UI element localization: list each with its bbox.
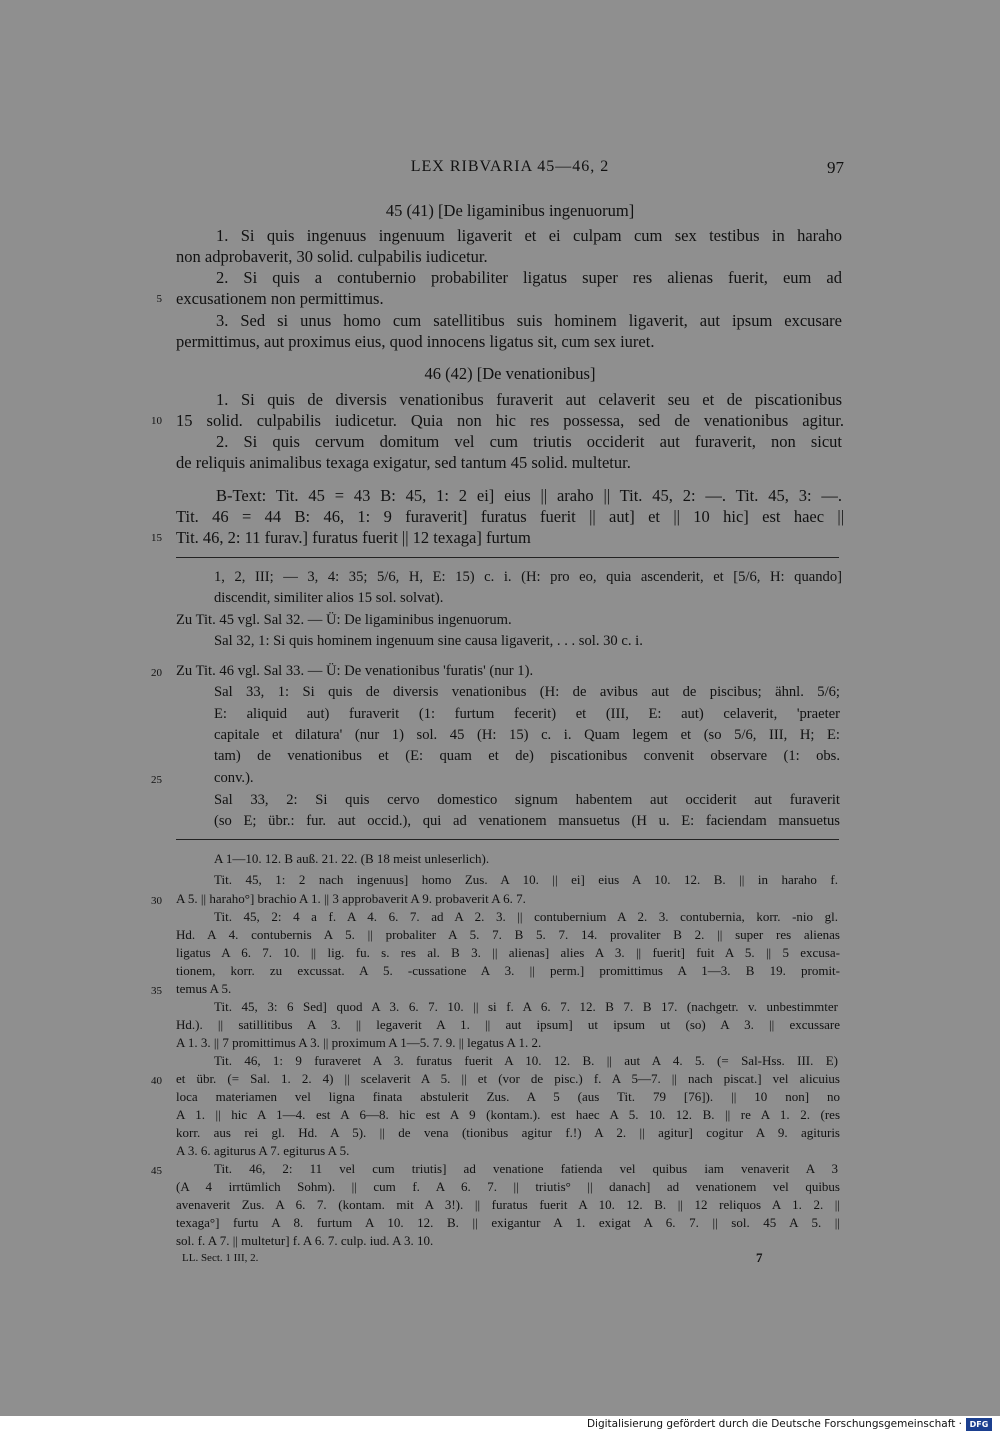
critical-line: ligatus A 6. 7. 10. || lig. fu. s. res al. B 3. || alienas] alies A 3. || fuerit] fuit A 5. || 5 excusa- bbox=[176, 945, 840, 960]
text-line: 2. Si quis a contubernio probabiliter ligatus super res alienas fuerit, eum ad bbox=[216, 268, 842, 287]
text-line: de reliquis animalibus texaga exigatur, sed tantum 45 solid. multetur. bbox=[176, 453, 631, 472]
b-text-line: Tit. 46, 2: 11 furav.] furatus fuerit || 12 texaga] furtum bbox=[176, 528, 531, 547]
critical-line: avenaverit Zus. A 6. 7. (kontam. mit A 3!). || furatus fuerit A 10. 12. B. || 12 reliquos A 1. 2. || bbox=[176, 1197, 840, 1212]
funding-footer bbox=[0, 1416, 1000, 1434]
critical-line: A 1. 3. || 7 promittimus A 3. || proximum A 1—5. 7. 9. || legatus A 1. 2. bbox=[176, 1035, 542, 1050]
text-line: 3. Sed si unus homo cum satellitibus suis hominem ligaverit, aut ipsum excusare bbox=[216, 311, 842, 330]
line-number: 15 bbox=[151, 532, 162, 544]
text-line: 15 solid. culpabilis iudicetur. Quia non hic res possessa, sed de venationibus agitur. bbox=[176, 411, 844, 430]
critical-line: tionem, korr. zu excussat. A 5. -cussatione A 3. || perm.] promittimus A 1—3. B 19. promit- bbox=[176, 963, 840, 978]
apparatus-line: (so E; übr.: fur. aut occid.), qui ad venationem mansuetus (H u. E: faciendam mansuetus bbox=[214, 813, 840, 829]
critical-line: korr. aus rei gl. Hd. A 5). || de vena (tionibus agitur f.!) A 2. || agitur] cogitur A 9. agituris bbox=[176, 1125, 840, 1140]
critical-line: A 1—10. 12. B auß. 21. 22. (B 18 meist unleserlich). bbox=[214, 851, 490, 866]
critical-line: A 3. 6. agiturus A 7. egiturus A 5. bbox=[176, 1143, 350, 1158]
b-text-line: B-Text: Tit. 45 = 43 B: 45, 1: 2 ei] eius || araho || Tit. 45, 2: —. Tit. 45, 3: —. bbox=[216, 486, 842, 505]
line-number: 20 bbox=[151, 667, 162, 679]
separator-rule bbox=[176, 839, 839, 840]
text-line: 1. Si quis de diversis venationibus furaverit aut celaverit seu et de piscationibus bbox=[216, 390, 842, 409]
separator-rule bbox=[176, 557, 839, 558]
line-number: 5 bbox=[156, 293, 162, 305]
critical-line: Tit. 46, 2: 11 vel cum triutis] ad venatione fatienda vel quibus iam venaverit A 3 bbox=[214, 1161, 838, 1176]
critical-line: Tit. 46, 1: 9 furaveret A 3. furatus fuerit A 10. 12. B. || aut A 4. 5. (= Sal-Hss. III. E) bbox=[214, 1053, 838, 1068]
text-line: 1. Si quis ingenuus ingenuum ligaverit et ei culpam cum sex testibus in haraho bbox=[216, 226, 842, 245]
text-line: permittimus, aut proximus eius, quod innocens ligatus sit, cum sex iuret. bbox=[176, 332, 655, 351]
apparatus-line: Zu Tit. 45 vgl. Sal 32. — Ü: De ligaminibus ingenuorum. bbox=[176, 612, 512, 628]
line-number: 45 bbox=[151, 1165, 162, 1177]
apparatus-line: Zu Tit. 46 vgl. Sal 33. — Ü: De venationibus 'furatis' (nur 1). bbox=[176, 663, 534, 679]
line-number: 35 bbox=[151, 985, 162, 997]
apparatus-line: Sal 33, 1: Si quis de diversis venationibus (H: de avibus aut de piscibus; ähnl. 5/6; bbox=[214, 684, 840, 700]
text-line: excusationem non permittimus. bbox=[176, 289, 384, 308]
critical-line: Hd.). || satillitibus A 3. || legaverit A 1. || aut ipsum] ut ipsum ut (so) A 3. || excussare bbox=[176, 1017, 840, 1032]
apparatus-line: 1, 2, III; — 3, 4: 35; 5/6, H, E: 15) c. i. (H: pro eo, quia ascenderit, et [5/6, H: quando] bbox=[214, 569, 842, 585]
critical-line: A 1. || hic A 1—4. est A 6—8. hic est A 9 (kontam.). est haec A 5. 10. 12. B. || re A 1. 2. (res bbox=[176, 1107, 840, 1122]
signature-number: 7 bbox=[756, 1250, 763, 1265]
section-title-46: 46 (42) [De venationibus] bbox=[424, 364, 596, 383]
critical-line: et übr. (= Sal. 1. 2. 4) || scelaverit A 5. || et (vor de pisc.) f. A 5—7. || nach piscat.] vel alicuius bbox=[176, 1071, 840, 1086]
critical-line: A 5. || haraho°] brachio A 1. || 3 approbaverit A 9. probaverit A 6. 7. bbox=[176, 891, 526, 906]
critical-line: Tit. 45, 3: 6 Sed] quod A 3. 6. 7. 10. || si f. A 6. 7. 12. B 7. B 17. (nachgetr. v. unbestimmter bbox=[214, 999, 838, 1014]
line-number: 40 bbox=[151, 1075, 162, 1087]
apparatus-line: tam) de venationibus et (E: quam et de) piscationibus convenit observare (1: obs. bbox=[214, 748, 840, 764]
critical-line: Hd. A 4. contubernis A 5. || probaliter A 5. 7. B 5. 7. 14. provaliter B 2. || super res alienas bbox=[176, 927, 840, 942]
apparatus-line: conv.). bbox=[214, 770, 254, 786]
apparatus-line: capitale et dilatura' (nur 1) sol. 45 (H: 15) c. i. Quam legem et (so 5/6, III, H; E: bbox=[214, 727, 840, 743]
text-line: 2. Si quis cervum domitum vel cum triutis occiderit aut furaverit, non sicut bbox=[216, 432, 842, 451]
line-number: 30 bbox=[151, 895, 162, 907]
page-number: 97 bbox=[827, 158, 844, 177]
signature-mark: LL. Sect. 1 III, 2. bbox=[182, 1252, 259, 1264]
critical-line: temus A 5. bbox=[176, 981, 232, 996]
dfg-logo-icon: DFG bbox=[966, 1418, 992, 1431]
b-text-line: Tit. 46 = 44 B: 46, 1: 9 furaverit] furatus fuerit || aut] et || 10 hic] est haec || bbox=[176, 507, 844, 526]
critical-line: texaga°] furtu A 8. furtum A 10. 12. B. || exigantur A 1. exigat A 6. 7. || sol. 45 A 5. || bbox=[176, 1215, 840, 1230]
line-number: 10 bbox=[151, 415, 162, 427]
critical-line: Tit. 45, 2: 4 a f. A 4. 6. 7. ad A 2. 3. || contubernium A 2. 3. contubernia, korr. -nio gl. bbox=[214, 909, 838, 924]
apparatus-line: Sal 33, 2: Si quis cervo domestico signum habentem aut occiderit aut furaverit bbox=[214, 792, 840, 808]
critical-line: (A 4 irrtümlich Sohm). || cum f. A 6. 7. || triutis° || danach] ad venationem vel quibus bbox=[176, 1179, 840, 1194]
section-title-45: 45 (41) [De ligaminibus ingenuorum] bbox=[385, 201, 635, 220]
critical-line: sol. f. A 7. || multetur] f. A 6. 7. culp. iud. A 3. 10. bbox=[176, 1233, 434, 1248]
running-title: LEX RIBVARIA 45—46, 2 bbox=[410, 158, 610, 175]
footer-text: Digitalisierung gefördert durch die Deutsche Forschungsgemeinschaft · bbox=[586, 1418, 962, 1430]
line-number: 25 bbox=[151, 774, 162, 786]
apparatus-line: Sal 32, 1: Si quis hominem ingenuum sine causa ligaverit, . . . sol. 30 c. i. bbox=[214, 633, 643, 649]
apparatus-line: discendit, similiter alios 15 sol. solvat). bbox=[214, 590, 444, 606]
apparatus-line: E: aliquid aut) furaverit (1: furtum fecerit) et (III, E: aut) celaverit, 'praeter bbox=[214, 706, 840, 722]
critical-line: Tit. 45, 1: 2 nach ingenuus] homo Zus. A 10. || ei] eius A 10. 12. B. || in haraho f. bbox=[214, 872, 838, 887]
running-header bbox=[176, 158, 844, 182]
text-line: non adprobaverit, 30 solid. culpabilis iudicetur. bbox=[176, 247, 488, 266]
critical-line: loca materiamen vel ligna finata abstulerit Zus. A 5 (aus Tit. 79 [76]). || 10 non] no bbox=[176, 1089, 840, 1104]
